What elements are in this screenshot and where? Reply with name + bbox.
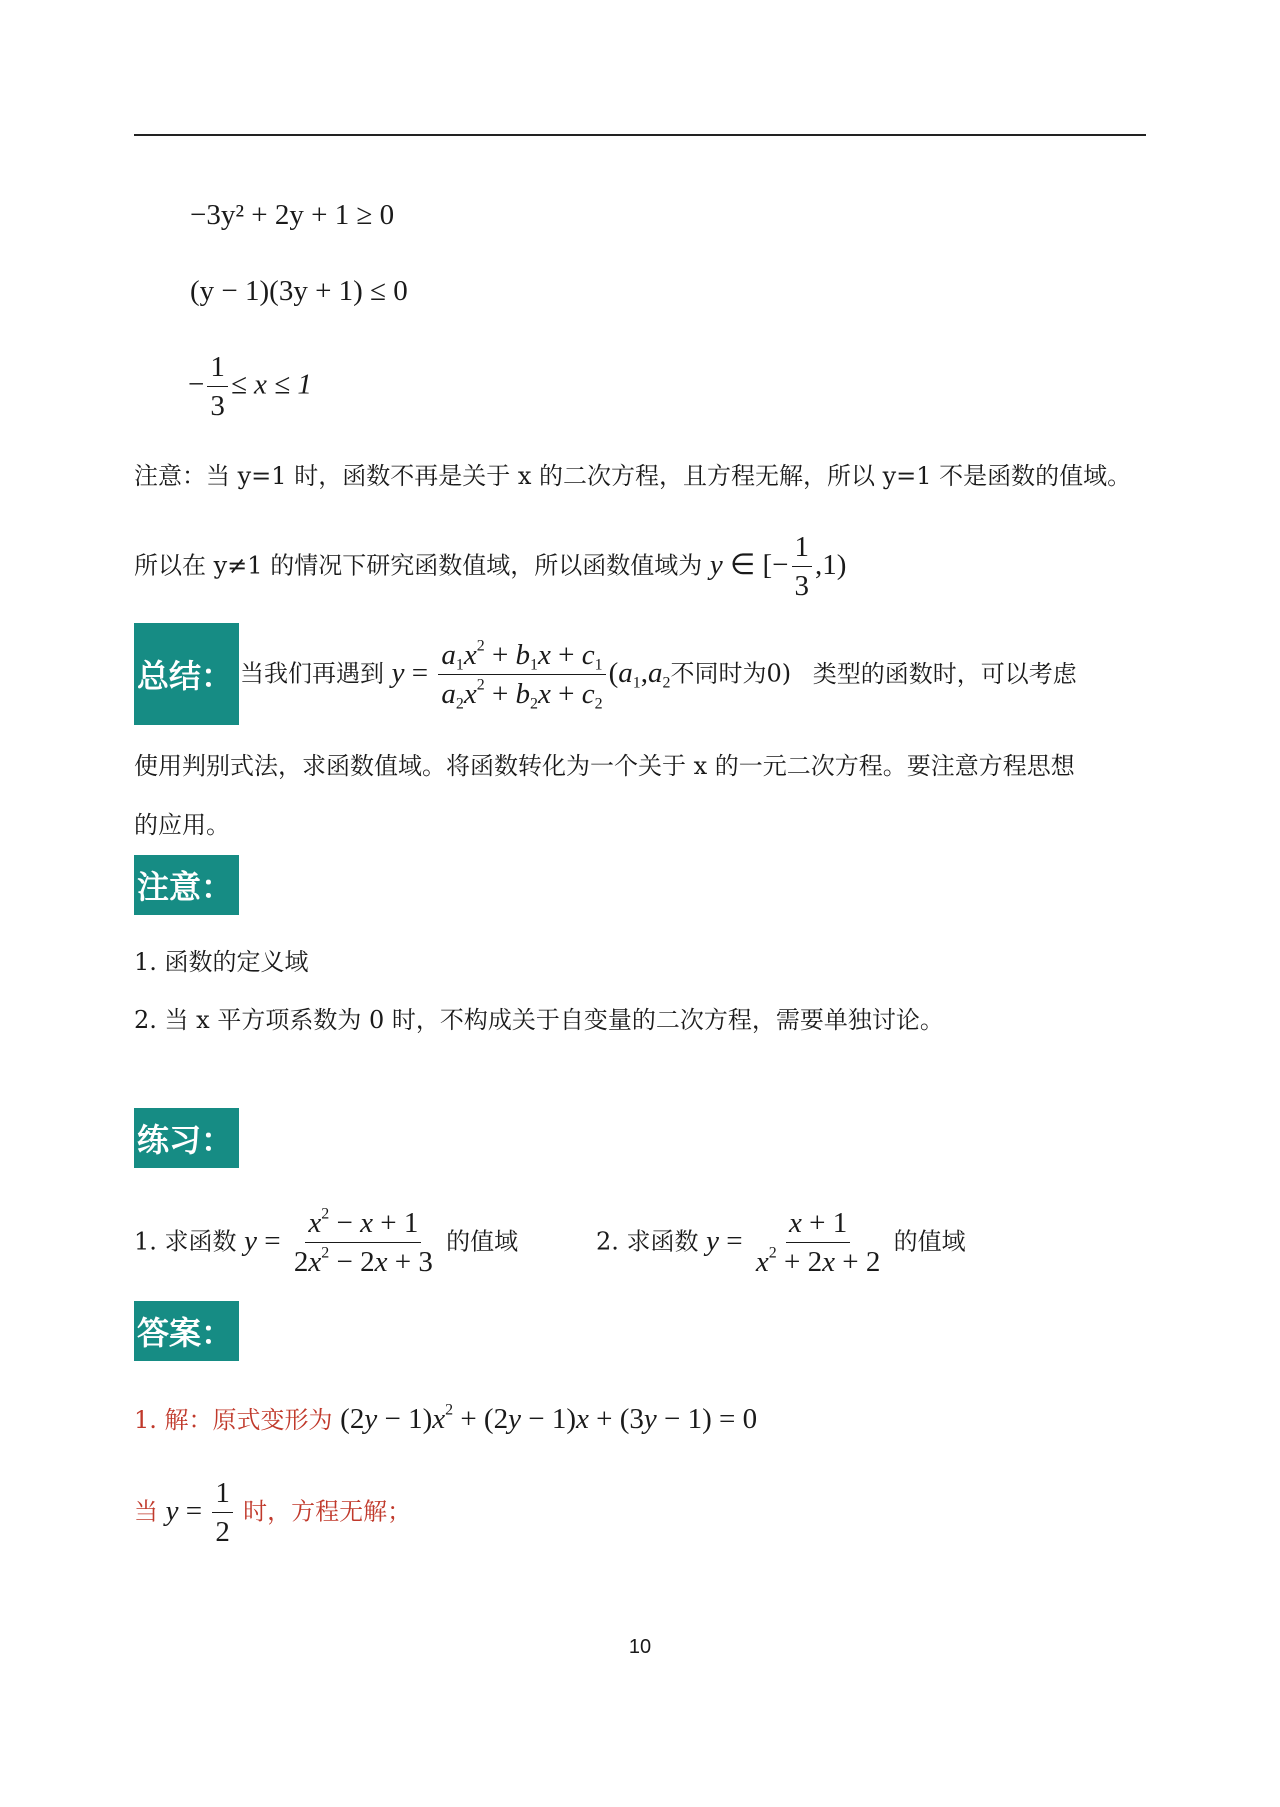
exercise-badge: 练习： (134, 1108, 239, 1168)
note-line: 注意：当 y=1 时，函数不再是关于 x 的二次方程，且方程无解，所以 y=1 不是函数的值域。 (134, 462, 1132, 490)
summary-continuation-1: 使用判别式法，求函数值域。将函数转化为一个关于 x 的一元二次方程。要注意方程思想 (134, 752, 1075, 780)
page-number: 10 (628, 1636, 652, 1658)
range-numerator: 1 (792, 532, 813, 567)
result-numerator: 1 (207, 352, 228, 387)
half-denominator: 2 (215, 1516, 230, 1549)
attention-badge: 注意： (134, 855, 239, 915)
answer-badge: 答案： (134, 1301, 239, 1361)
summary-line: 当我们再遇到 y = $\frac{a_1x^2 + b_1x + c_1}{a_2x^2 + b_2x + c_2}$ ($a_1,a_2$不同时为0) 类型的函数时，可以考虑 (240, 637, 1077, 714)
exercise-question-1: 1. 求函数 y = $\frac{x^2 - x + 1}{2x^2 - 2x + 3}$ 的值域 (134, 1205, 519, 1279)
summary-continuation-2: 的应用。 (134, 811, 230, 839)
exercise-question-2: 2. 求函数 y = $\frac{x + 1}{x^2 + 2x + 2}$ 的值域 (596, 1207, 966, 1279)
summary-badge: 总结： (134, 623, 239, 725)
inequality-line-2: (y − 1)(3y + 1) ≤ 0 (190, 275, 408, 307)
inequality-result: − $\frac{1}{3}$ ≤ x ≤ 1 (188, 351, 312, 423)
range-line: 所以在 y≠1 的情况下研究函数值域，所以函数值域为 y ∈ [− $\frac{1}{3}$ ,1) (134, 531, 847, 603)
result-denominator: 3 (210, 390, 225, 423)
half-numerator: 1 (212, 1478, 233, 1513)
inequality-line-1: −3y² + 2y + 1 ≥ 0 (190, 199, 395, 231)
answer-line-2: 当 y = $\frac{1}{2}$ 时，方程无解； (134, 1477, 412, 1549)
answer-line-1: 1. 解：原式变形为 $(2y - 1)x^2 + (2y - 1)x + (3y - 1) = 0$ (134, 1401, 758, 1435)
attention-item-2: 2. 当 x 平方项系数为 0 时，不构成关于自变量的二次方程，需要单独讨论。 (134, 1006, 944, 1034)
attention-item-1: 1. 函数的定义域 (134, 948, 309, 976)
range-denominator: 3 (794, 570, 809, 603)
header-rule (134, 134, 1146, 136)
general-fraction: $\frac{a_1x^2 + b_1x + c_1}{a_2x^2 + b_2x + c_2}$ (438, 640, 605, 710)
